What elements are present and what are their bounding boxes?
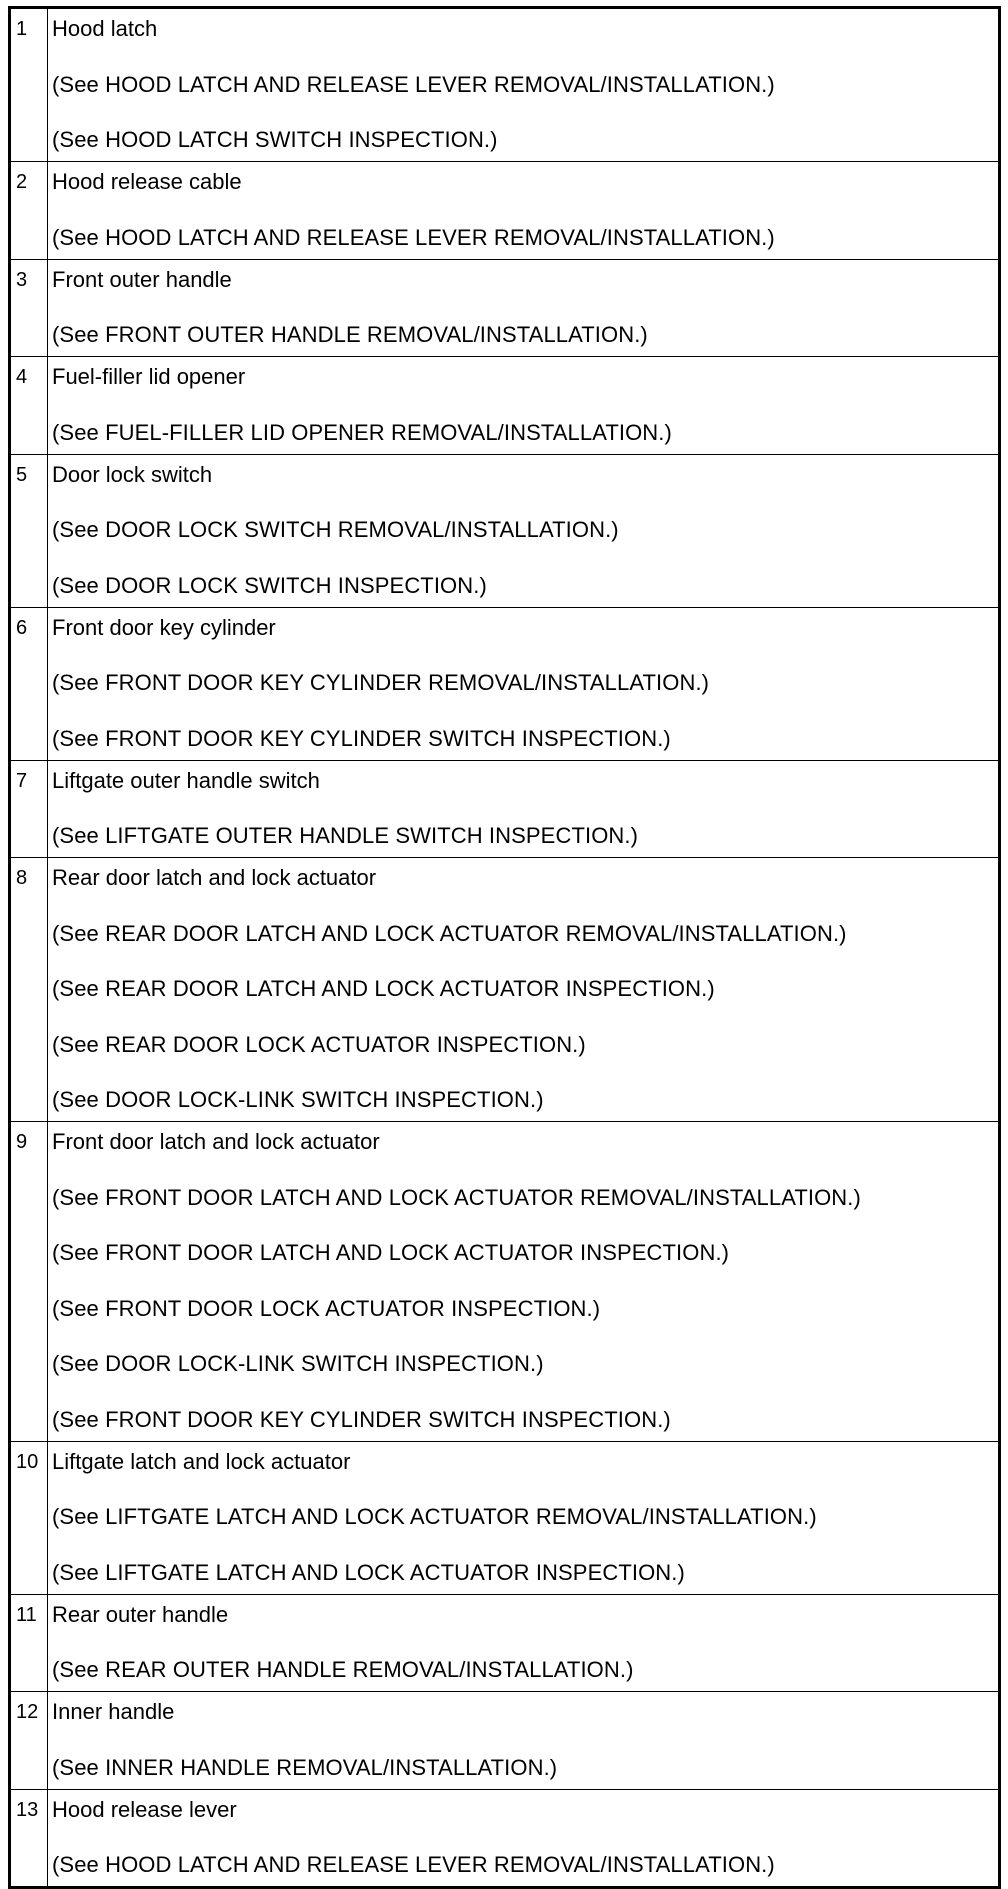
parts-reference-table	[8, 6, 1001, 1889]
reference-link[interactable]: (See DOOR LOCK SWITCH REMOVAL/INSTALLATION.)	[52, 517, 619, 542]
row-number: 10	[11, 1442, 48, 1594]
row-number: 11	[11, 1595, 48, 1692]
reference-link[interactable]: (See FRONT OUTER HANDLE REMOVAL/INSTALLATION.)	[52, 322, 648, 347]
row-content	[48, 357, 998, 454]
table-row	[11, 259, 998, 357]
row-content	[48, 761, 998, 858]
part-name: Liftgate latch and lock actuator	[52, 1448, 351, 1474]
table-row	[11, 760, 998, 858]
reference-link[interactable]: (See FRONT DOOR KEY CYLINDER SWITCH INSPECTION.)	[52, 1406, 671, 1432]
reference-link[interactable]: (See FRONT DOOR LATCH AND LOCK ACTUATOR INSPECTION.)	[52, 1240, 730, 1265]
row-number: 4	[11, 357, 48, 454]
part-name: Hood release lever	[52, 1796, 237, 1822]
table-row	[11, 161, 998, 259]
row-content	[48, 608, 998, 760]
reference-link[interactable]: (See FRONT DOOR LOCK ACTUATOR INSPECTION.)	[52, 1295, 601, 1321]
row-content	[48, 162, 998, 259]
part-name: Hood latch	[52, 16, 158, 41]
reference-link[interactable]: (See REAR DOOR LOCK ACTUATOR INSPECTION.)	[52, 1031, 586, 1057]
row-content	[48, 455, 998, 607]
row-number: 1	[11, 9, 48, 161]
row-number: 6	[11, 608, 48, 760]
table-row	[11, 1789, 998, 1887]
row-content	[48, 9, 998, 161]
table-row	[11, 356, 998, 454]
reference-link[interactable]: (See INNER HANDLE REMOVAL/INSTALLATION.)	[52, 1754, 558, 1780]
row-number: 2	[11, 162, 48, 259]
reference-link[interactable]: (See HOOD LATCH AND RELEASE LEVER REMOVAL/INSTALLATION.)	[52, 224, 775, 250]
part-name: Fuel-filler lid opener	[52, 364, 246, 389]
row-number: 12	[11, 1692, 48, 1789]
row-number: 9	[11, 1122, 48, 1441]
row-content	[48, 858, 998, 1121]
part-name: Inner handle	[52, 1699, 175, 1724]
row-number: 13	[11, 1790, 48, 1887]
row-content	[48, 260, 998, 357]
reference-link[interactable]: (See HOOD LATCH AND RELEASE LEVER REMOVAL/INSTALLATION.)	[52, 71, 775, 97]
row-number: 7	[11, 761, 48, 858]
reference-link[interactable]: (See LIFTGATE LATCH AND LOCK ACTUATOR REMOVAL/INSTALLATION.)	[52, 1504, 817, 1529]
part-name: Rear door latch and lock actuator	[52, 865, 377, 890]
table-row	[11, 1441, 998, 1594]
row-number: 3	[11, 260, 48, 357]
part-name: Front outer handle	[52, 266, 232, 292]
reference-link[interactable]: (See LIFTGATE LATCH AND LOCK ACTUATOR INSPECTION.)	[52, 1559, 685, 1585]
row-content	[48, 1122, 998, 1441]
table-row	[11, 1691, 998, 1789]
part-name: Liftgate outer handle switch	[52, 767, 320, 793]
reference-link[interactable]: (See HOOD LATCH AND RELEASE LEVER REMOVAL/INSTALLATION.)	[52, 1852, 775, 1877]
part-name: Front door key cylinder	[52, 614, 276, 640]
reference-link[interactable]: (See HOOD LATCH SWITCH INSPECTION.)	[52, 127, 498, 152]
part-name: Rear outer handle	[52, 1601, 229, 1627]
row-content	[48, 1442, 998, 1594]
part-name: Hood release cable	[52, 169, 242, 194]
reference-link[interactable]: (See REAR OUTER HANDLE REMOVAL/INSTALLATION.)	[52, 1657, 634, 1682]
reference-link[interactable]: (See FRONT DOOR KEY CYLINDER REMOVAL/INSTALLATION.)	[52, 670, 710, 695]
reference-link[interactable]: (See REAR DOOR LATCH AND LOCK ACTUATOR REMOVAL/INSTALLATION.)	[52, 920, 847, 946]
table-row	[11, 9, 998, 161]
reference-link[interactable]: (See FRONT DOOR KEY CYLINDER SWITCH INSPECTION.)	[52, 725, 671, 751]
reference-link[interactable]: (See DOOR LOCK-LINK SWITCH INSPECTION.)	[52, 1351, 544, 1376]
table-row	[11, 607, 998, 760]
row-content	[48, 1790, 998, 1887]
reference-link[interactable]: (See REAR DOOR LATCH AND LOCK ACTUATOR INSPECTION.)	[52, 976, 715, 1001]
reference-link[interactable]: (See LIFTGATE OUTER HANDLE SWITCH INSPECTION.)	[52, 823, 639, 848]
table-row	[11, 1594, 998, 1692]
reference-link[interactable]: (See DOOR LOCK SWITCH INSPECTION.)	[52, 572, 487, 598]
row-content	[48, 1595, 998, 1692]
part-name: Door lock switch	[52, 461, 213, 487]
reference-link[interactable]: (See DOOR LOCK-LINK SWITCH INSPECTION.)	[52, 1087, 544, 1112]
reference-link[interactable]: (See FRONT DOOR LATCH AND LOCK ACTUATOR REMOVAL/INSTALLATION.)	[52, 1184, 861, 1210]
part-name: Front door latch and lock actuator	[52, 1129, 380, 1154]
table-row	[11, 1121, 998, 1441]
row-content	[48, 1692, 998, 1789]
reference-link[interactable]: (See FUEL-FILLER LID OPENER REMOVAL/INSTALLATION.)	[52, 419, 672, 445]
table-row	[11, 454, 998, 607]
row-number: 5	[11, 455, 48, 607]
table-row	[11, 857, 998, 1121]
row-number: 8	[11, 858, 48, 1121]
